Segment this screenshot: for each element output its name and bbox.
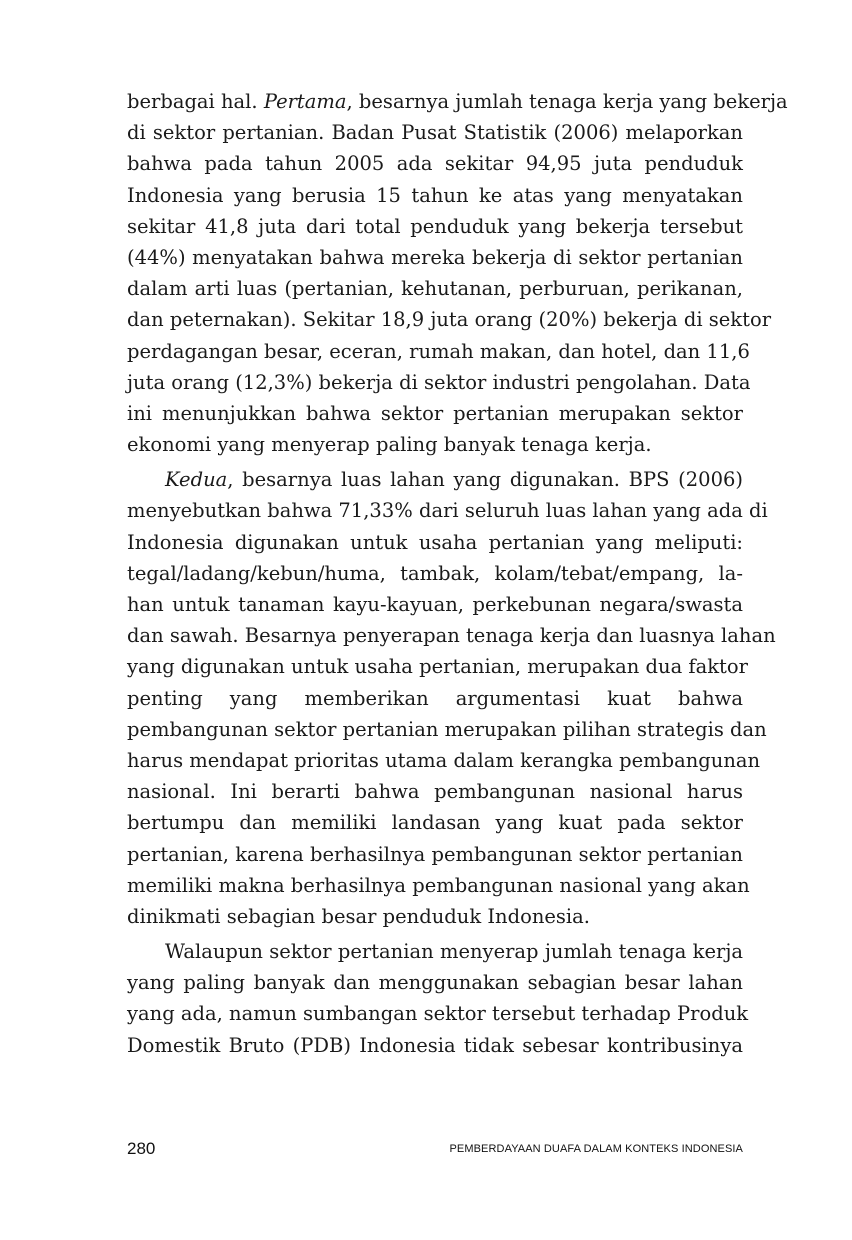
text-line: pembangunan sektor pertanian merupakan pilihan strategis dan — [127, 717, 767, 741]
text-line — [127, 464, 743, 495]
text-line: pertanian, karena berhasilnya pembangunan sektor pertanian — [127, 842, 743, 866]
paragraph-2 — [127, 464, 776, 932]
text-line: penting yang memberikan argumentasi kuat bahwa — [127, 686, 743, 710]
text-line: yang ada, namun sumbangan sektor tersebut terhadap Produk — [127, 1002, 749, 1026]
paragraph-3 — [127, 936, 749, 1061]
text-line: di sektor pertanian. Badan Pusat Statistik (2006) melaporkan — [127, 121, 743, 145]
text-line: yang paling banyak dan menggunakan sebagian besar lahan — [127, 971, 743, 995]
text-line: Indonesia yang berusia 15 tahun ke atas yang menyatakan — [127, 183, 743, 207]
text-line: ekonomi yang menyerap paling banyak tenaga kerja. — [127, 433, 652, 457]
text-line: juta orang (12,3%) bekerja di sektor industri pengolahan. Data — [127, 370, 751, 394]
text-line: dan peternakan). Sekitar 18,9 juta orang (20%) bekerja di sektor — [127, 308, 772, 332]
text-line: dinikmati sebagian besar penduduk Indonesia. — [127, 904, 590, 928]
emphasis-text: Pertama — [263, 90, 347, 113]
text-line: bertumpu dan memiliki landasan yang kuat pada sektor — [127, 811, 743, 835]
text-line: menyebutkan bahwa 71,33% dari seluruh luas lahan yang ada di — [127, 499, 768, 523]
page-number: 280 — [127, 1139, 156, 1158]
text-line: Indonesia digunakan untuk usaha pertanian yang meliputi: — [127, 530, 743, 554]
text-line: bahwa pada tahun 2005 ada sekitar 94,95 juta penduduk — [127, 152, 743, 176]
running-title: PEMBERDAYAAN DUAFA DALAM KONTEKS INDONESIA — [449, 1143, 743, 1155]
text-line: ini menunjukkan bahwa sektor pertanian merupakan sektor — [127, 401, 743, 425]
text-line: perdagangan besar, eceran, rumah makan, dan hotel, dan 11,6 — [127, 339, 750, 363]
text-line: memiliki makna berhasilnya pembangunan nasional yang akan — [127, 873, 750, 897]
emphasis-text: Kedua — [165, 468, 228, 492]
text-run: berbagai hal. — [127, 90, 264, 113]
text-line: sekitar 41,8 juta dari total penduduk yang bekerja tersebut — [127, 214, 743, 238]
text-line: yang digunakan untuk usaha pertanian, merupakan dua faktor — [127, 655, 748, 679]
text-run: , besarnya jumlah tenaga kerja yang bekerja — [346, 90, 788, 113]
text-line: dan sawah. Besarnya penyerapan tenaga kerja dan luasnya lahan — [127, 624, 776, 648]
text-line: tegal/ladang/kebun/huma, tambak, kolam/tebat/empang, la- — [127, 561, 743, 585]
body-text — [127, 86, 788, 1061]
text-line — [127, 86, 788, 117]
text-line: dalam arti luas (pertanian, kehutanan, perburuan, perikanan, — [127, 277, 743, 301]
paragraph-1 — [127, 86, 788, 460]
text-line: Domestik Bruto (PDB) Indonesia tidak sebesar kontribusinya — [127, 1033, 743, 1057]
text-line: (44%) menyatakan bahwa mereka bekerja di sektor pertanian — [127, 245, 743, 269]
text-line: Walaupun sektor pertanian menyerap jumlah tenaga kerja — [165, 940, 743, 964]
text-line: nasional. Ini berarti bahwa pembangunan nasional harus — [127, 780, 743, 804]
text-line: harus mendapat prioritas utama dalam kerangka pembangunan — [127, 748, 761, 772]
text-line: han untuk tanaman kayu-kayuan, perkebunan negara/swasta — [127, 593, 743, 616]
page-footer — [127, 1139, 743, 1163]
text-run: , besarnya luas lahan yang digunakan. BPS (2006) — [227, 468, 743, 492]
